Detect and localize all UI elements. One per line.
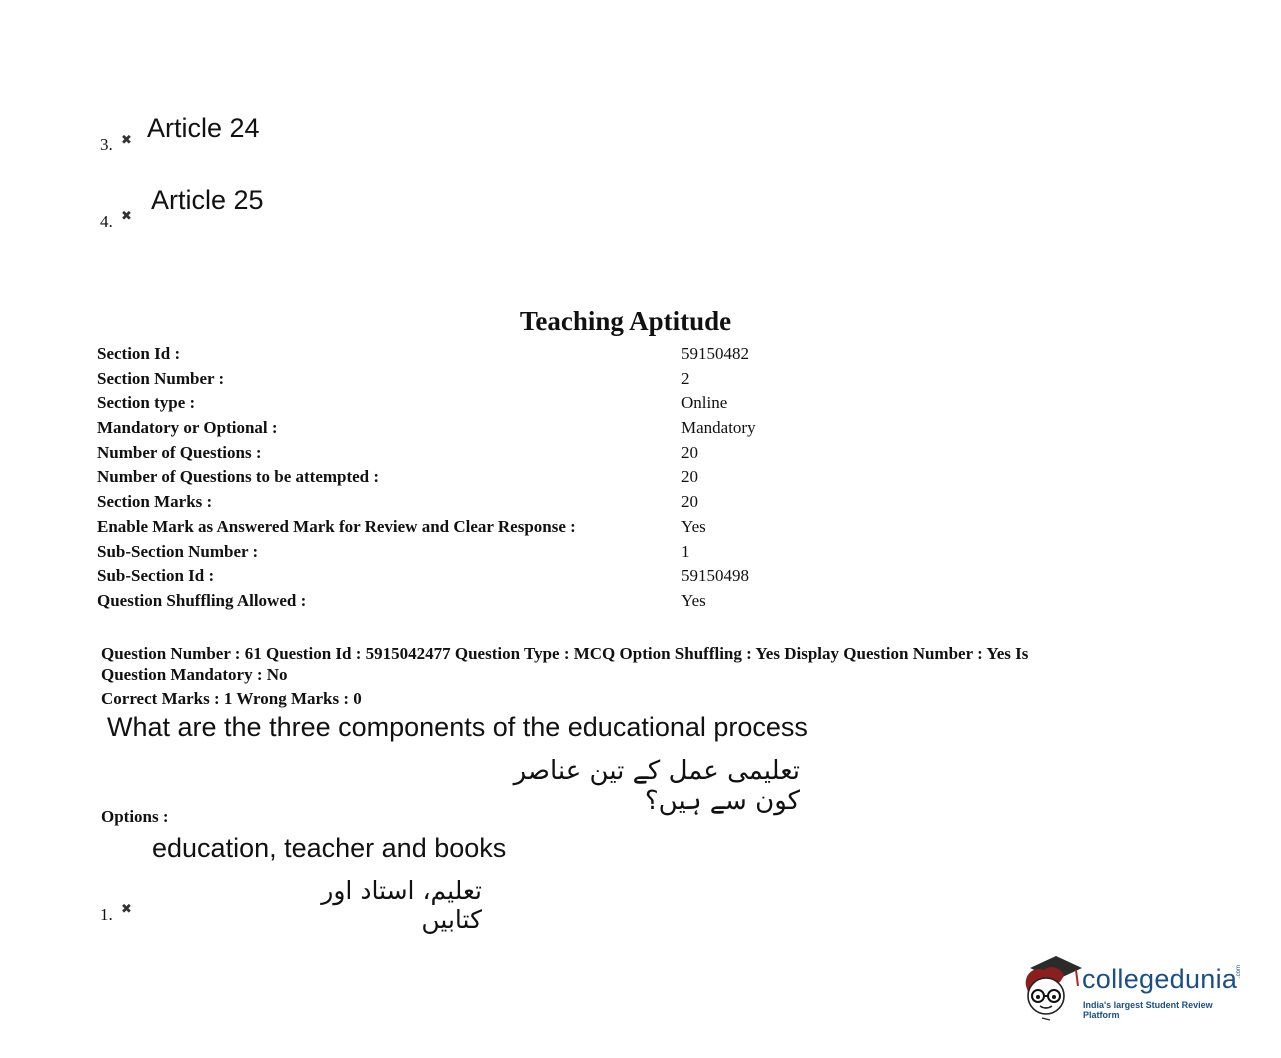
option-text: Article 24: [147, 113, 260, 143]
section-id-value: 59150482: [681, 344, 749, 363]
section-type-value: Online: [681, 393, 728, 412]
question-mandatory-line: Question Mandatory : No: [101, 665, 288, 684]
number-of-questions-value: 20: [681, 443, 698, 462]
enable-mark-value: Yes: [681, 517, 706, 536]
number-of-questions-label: Number of Questions :: [97, 443, 262, 462]
cross-mark-icon: ✖: [121, 209, 132, 224]
question-text-urdu: تعلیمی عمل کے تین عناصر کون سے ہیں؟: [513, 756, 800, 816]
question-shuffling-value: Yes: [681, 591, 706, 610]
marks-line: Correct Marks : 1 Wrong Marks : 0: [101, 689, 362, 708]
enable-mark-label: Enable Mark as Answered Mark for Review and Clear Response :: [97, 517, 576, 536]
graduate-mascot-icon: [1020, 952, 1082, 1022]
section-number-value: 2: [681, 369, 690, 388]
questions-to-attempt-label: Number of Questions to be attempted :: [97, 467, 380, 486]
question-shuffling-label: Question Shuffling Allowed :: [97, 591, 307, 610]
section-number-label: Section Number :: [97, 369, 225, 388]
question-info-line: Question Number : 61 Question Id : 5915042477 Question Type : MCQ Option Shuffling : Yes Display Question Number : Yes Is: [101, 644, 1029, 663]
option-number: 1.: [100, 905, 113, 924]
section-type-label: Section type :: [97, 393, 196, 412]
cross-mark-icon: ✖: [121, 902, 132, 917]
cross-mark-icon: ✖: [121, 133, 132, 148]
option-number: 4.: [100, 212, 113, 231]
option-text-english: education, teacher and books: [152, 833, 507, 863]
section-marks-label: Section Marks :: [97, 492, 213, 511]
logo-tagline: India's largest Student Review Platform: [1083, 1000, 1213, 1020]
mandatory-value: Mandatory: [681, 418, 756, 437]
option-number: 3.: [100, 135, 113, 154]
question-text-english: What are the three components of the educational process: [107, 712, 808, 742]
sub-section-number-value: 1: [681, 542, 690, 561]
logo-wordmark: collegedunia: [1082, 964, 1238, 994]
questions-to-attempt-value: 20: [681, 467, 698, 486]
sub-section-id-label: Sub-Section Id :: [97, 566, 215, 585]
option-text: Article 25: [151, 185, 264, 215]
collegedunia-logo: [1020, 952, 1250, 1022]
sub-section-number-label: Sub-Section Number :: [97, 542, 259, 561]
sub-section-id-value: 59150498: [681, 566, 749, 585]
logo-com: .com: [1236, 964, 1242, 978]
options-label: Options :: [101, 807, 169, 826]
section-marks-value: 20: [681, 492, 698, 511]
option-text-urdu: تعلیم، استاد اور کتابیں: [321, 876, 482, 934]
mandatory-label: Mandatory or Optional :: [97, 418, 278, 437]
section-id-label: Section Id :: [97, 344, 181, 363]
section-title: Teaching Aptitude: [519, 306, 732, 336]
